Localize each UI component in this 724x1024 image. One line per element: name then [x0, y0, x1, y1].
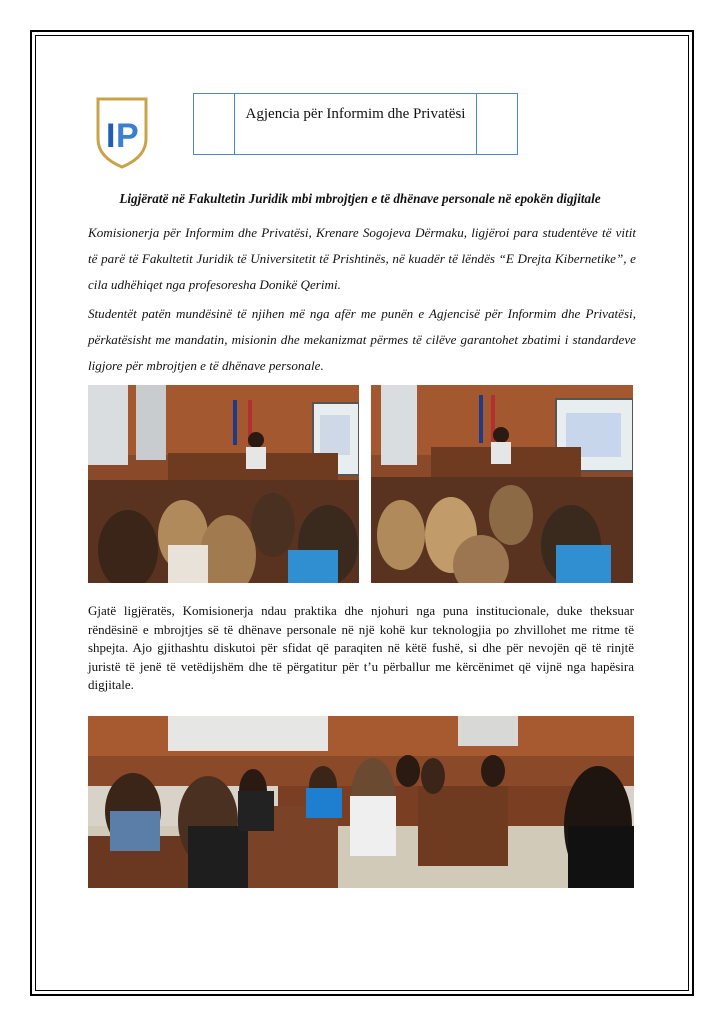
article-paragraph-2: Studentët patën mundësinë të njihen më nga afër me punën e Agjencisë për Informim dhe Privatësi, përkatësisht me mandatin, misionin dhe mekanizmat përmes të cilëve garantohet zbatimi i standardeve ligjore për mbrojtjen e të dhënave personale.	[88, 306, 636, 373]
svg-text:P: P	[116, 117, 139, 155]
header-box	[193, 93, 518, 155]
lecture-photo-3	[88, 716, 634, 888]
agency-logo	[94, 95, 150, 171]
article-paragraph-1: Komisionerja për Informim dhe Privatësi, Krenare Sogojeva Dërmaku, ligjëroi para studentëve të vitit të parë të Fakultetit Juridik të Universitetit të Prishtinës, në kuadër të lëndës “E Drejta Kibernetike”, e cila udhëhiqet nga profesoresha Donikë Qerimi.	[88, 225, 636, 292]
agency-name: Agjencia për Informim dhe Privatësi	[245, 106, 466, 122]
header-cell-left	[194, 94, 235, 154]
lecture-photo-1	[88, 385, 359, 583]
lecture-photo-2	[371, 385, 633, 583]
article-headline: Ligjëratë në Fakultetin Juridik mbi mbrojtjen e të dhënave personale në epokën digjitale	[119, 191, 601, 206]
header-cell-right	[476, 94, 517, 154]
svg-text:I: I	[106, 117, 116, 155]
article-paragraph-3: Gjatë ligjëratës, Komisionerja ndau praktika dhe njohuri nga puna institucionale, duke theksuar rëndësinë e mbrojtjes së të dhënave personale në një kohë kur teknologjia po zhvillohet me ritme të shpejta. Ajo gjithashtu diskutoi për sfidat që paraqiten në këtë fushë, si dhe për nevojën që të rinjtë juristë të jenë të vetëdijshëm dhe të përgatitur për t’u përballur me kërcënimet që vijnë nga hapësira digjitale.	[88, 603, 634, 692]
